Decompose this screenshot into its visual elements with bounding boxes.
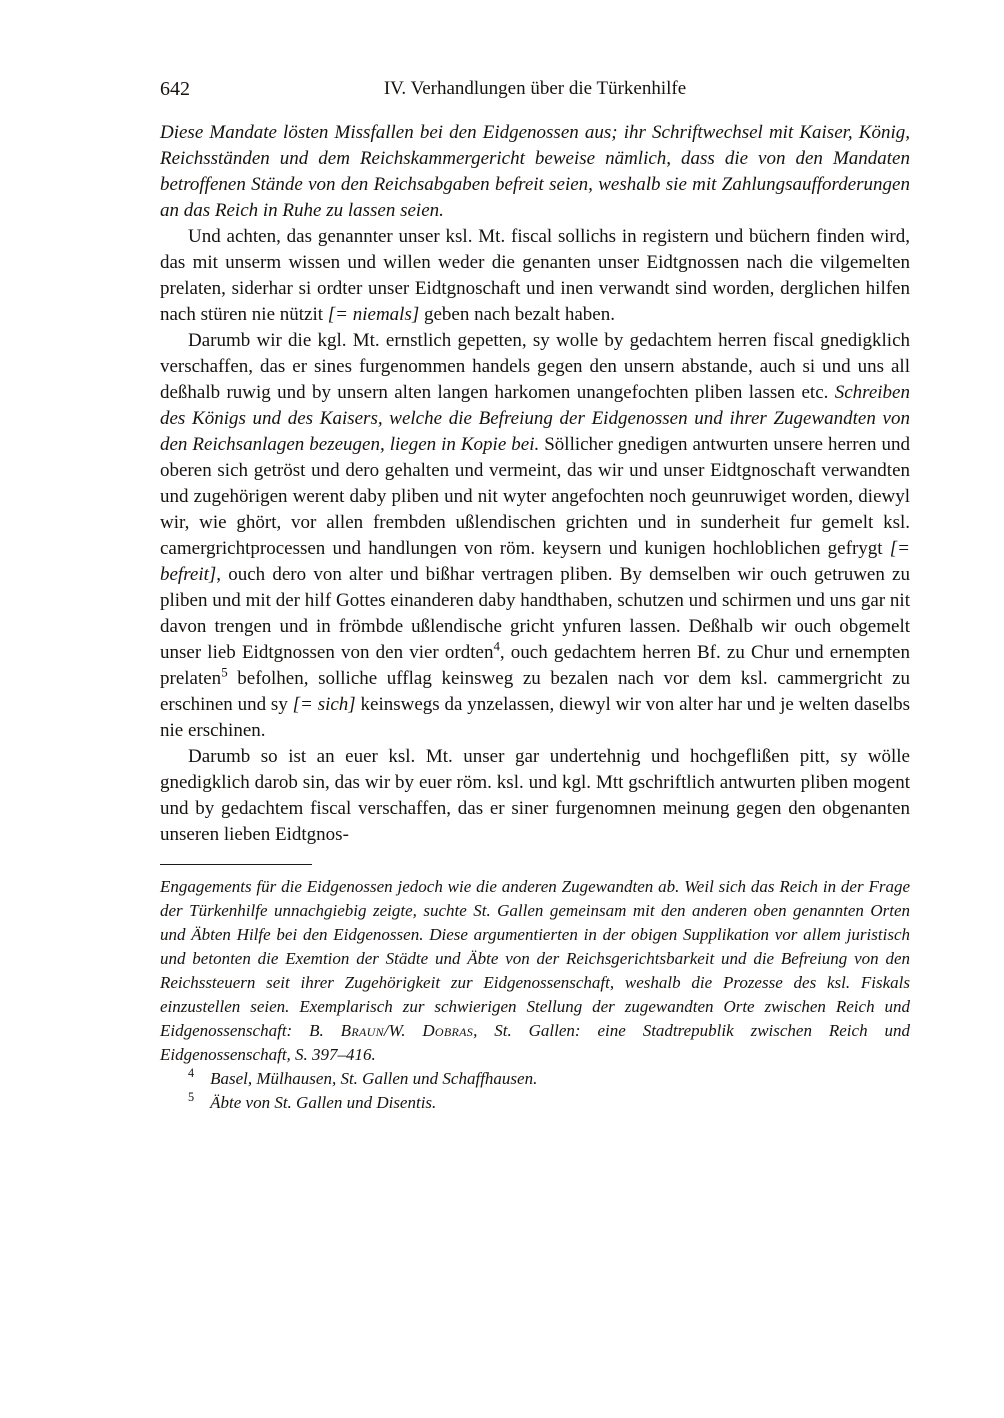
paragraph — [160, 120, 910, 224]
text-run: Dobras — [422, 1021, 474, 1040]
text-run: /W. — [383, 1021, 423, 1040]
page-number: 642 — [160, 78, 190, 100]
text-run: , ouch gedachtem herren Bf. zu Chur und ernempten prelaten — [160, 642, 910, 689]
text-run: , St. Gallen: eine Stadtrepublik zwischen Reich und Eidgenossenschaft, S. 397–416. — [160, 1021, 910, 1064]
text-run: , ouch dero von alter und bißhar vertragen pliben. By demselben wir ouch getruwen zu pliben und mit der hilf Gottes einanderen daby handthaben, schutzen und schirmen und uns gar nit davon trengen und in frömbde ußlendische gricht ynfuren lassen. Deßhalb wir ouch obgemelt unser lieb Eidtgnossen von den vier ordten — [160, 564, 910, 663]
footnote-continuation — [160, 875, 910, 1067]
footnote-reference: 4 — [493, 638, 500, 654]
footnote-marker: 4 — [188, 1066, 195, 1081]
text-run: [= sich] — [292, 694, 356, 715]
text-run: Engagements für die Eidgenossen jedoch wie die anderen Zugewandten ab. Weil sich das Reich in der Frage der Türkenhilfe unnachgiebig zeigte, suchte St. Gallen gemeinsam mit den anderen oben genannten Orten und Äbten Hilfe bei den Eidgenossen. Diese argumentierten in der obigen Supplikation vor allem juristisch und betonten die Exemtion der Städte und Äbte von der Reichsgerichtsbarkeit und die Befreiung von den Reichssteuern seit ihrer Zugehörigkeit zur Eidgenossenschaft, weshalb die Prozesse des ksl. Fiskals einzustellen seien. Exemplarisch zur schwierigen Stellung der zugewandten Orte zwischen Reich und Eidgenossenschaft: B. — [160, 877, 910, 1040]
text-run: Darumb wir die kgl. Mt. ernstlich gepetten, sy wolle by gedachtem herren fiscal gnedigklich verschaffen, das er sines furgenommen handels gegen den unsern abstande, auch si und uns all deßhalb ruwig und by unsern alten langen harkomen unangefochten pliben lassen etc. — [160, 330, 910, 403]
text-run: geben nach bezalt haben. — [419, 304, 615, 325]
footnote-separator — [160, 864, 312, 865]
text-run: Söllicher gnedigen antwurten unsere herren und oberen sich getröst und dero gehalten und vermeint, das wir und unser Eidtgnoschaft verwandten und zugehörigen werent daby pliben und nit wyter angefochten noch geunruwiget worden, diewyl wir, wie ghört, vor allen frembden ußlendischen grichten und in sunderheit fur gemelt ksl. camergrichtprocessen und handlungen von röm. keysern und kunigen hochloblichen gefrygt — [160, 434, 910, 559]
footnote-marker: 5 — [188, 1090, 195, 1105]
body-text — [160, 120, 910, 848]
running-head: IV. Verhandlungen über die Türkenhilfe — [383, 78, 687, 99]
paragraph — [160, 744, 910, 848]
page-header — [160, 78, 910, 104]
text-run: Darumb so ist an euer ksl. Mt. unser gar undertehnig und hochgeflißen pitt, sy wölle gnedigklich darob sin, das wir by euer röm. ksl. und kgl. Mtt gschriftlich antwurten pliben mogent und by gedachtem fiscal verschaffen, das er siner furgenomnen meinung gegen den obgenanten unseren lieben Eidtgnos- — [160, 746, 910, 845]
text-run: keinswegs da ynzelassen, diewyl wir von alter har und je welten daselbs nie erschinen. — [160, 694, 911, 741]
footnote-item — [160, 1091, 910, 1115]
footnote-reference: 5 — [221, 664, 228, 680]
text-run: Schreiben des Königs und des Kaisers, welche die Befreiung der Eidgenossen und ihrer Zugewandten von den Reichsanlagen bezeugen, liegen in Kopie bei. — [160, 382, 910, 455]
text-run: Äbte von St. Gallen und Disentis. — [210, 1093, 437, 1112]
paragraph — [160, 224, 910, 328]
text-run: [= befreit] — [160, 538, 910, 585]
text-run: Braun — [340, 1021, 384, 1040]
footnote-section — [160, 875, 910, 1115]
paragraph — [160, 328, 910, 744]
text-run: befolhen, solliche ufflag keinsweg zu bezalen nach vor dem ksl. cammergricht zu erschinen und sy — [160, 668, 910, 715]
text-run: Diese Mandate lösten Missfallen bei den Eidgenossen aus; ihr Schriftwechsel mit Kaiser, König, Reichsständen und dem Reichskammergericht beweise nämlich, dass die von den Mandaten betroffenen Stände von den Reichsabgaben befreit seien, weshalb sie mit Zahlungsaufforderungen an das Reich in Ruhe zu lassen seien. — [160, 122, 910, 221]
text-run: [= niemals] — [327, 304, 420, 325]
footnote-item — [160, 1067, 910, 1091]
text-run: Basel, Mülhausen, St. Gallen und Schaffhausen. — [210, 1069, 538, 1088]
text-run: Und achten, das genannter unser ksl. Mt. fiscal sollichs in registern und büchern finden wird, das mit unserm wissen und willen weder die genanten unser Eidtgnossen nach die vilgemelten prelaten, siderhar si ordter unser Eidtgnoschaft und inen verwandt sind worden, derglichen hilfen nach stüren nie nützit — [160, 226, 910, 325]
